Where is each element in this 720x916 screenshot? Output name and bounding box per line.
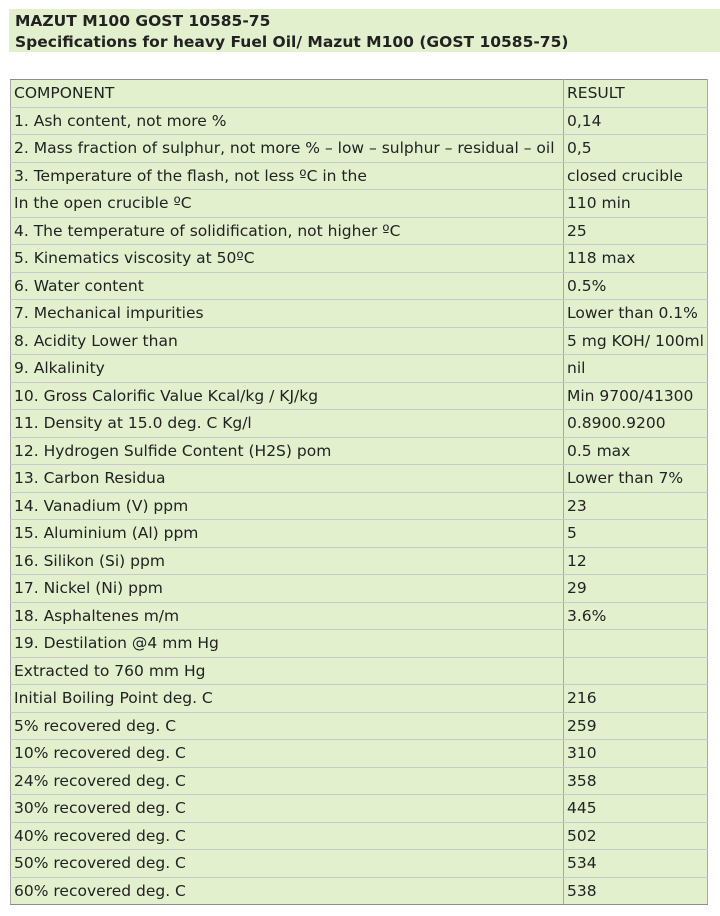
table-header-row bbox=[11, 80, 708, 108]
component-cell: 1. Ash content, not more % bbox=[11, 107, 564, 135]
result-cell: Min 9700/41300 bbox=[564, 382, 708, 410]
component-cell: 12. Hydrogen Sulfide Content (H2S) pom bbox=[11, 437, 564, 465]
component-cell: 7. Mechanical impurities bbox=[11, 300, 564, 328]
component-cell: 4. The temperature of solidification, not higher ºC bbox=[11, 217, 564, 245]
table-row bbox=[11, 107, 708, 135]
table-row bbox=[11, 685, 708, 713]
component-cell: 30% recovered deg. C bbox=[11, 795, 564, 823]
table-row bbox=[11, 382, 708, 410]
table-row bbox=[11, 492, 708, 520]
table-row bbox=[11, 850, 708, 878]
component-cell: In the open crucible ºC bbox=[11, 190, 564, 218]
component-cell: 9. Alkalinity bbox=[11, 355, 564, 383]
table-row bbox=[11, 877, 708, 905]
table-row bbox=[11, 795, 708, 823]
table-row bbox=[11, 740, 708, 768]
table-row bbox=[11, 575, 708, 603]
column-header-component: COMPONENT bbox=[11, 80, 564, 108]
result-cell: 0.8900.9200 bbox=[564, 410, 708, 438]
result-cell bbox=[564, 630, 708, 658]
table-row bbox=[11, 327, 708, 355]
component-cell: 16. Silikon (Si) ppm bbox=[11, 547, 564, 575]
component-cell: 18. Asphaltenes m/m bbox=[11, 602, 564, 630]
table-row bbox=[11, 602, 708, 630]
page-title: MAZUT M100 GOST 10585-75 bbox=[15, 12, 271, 30]
component-cell: 2. Mass fraction of sulphur, not more % – low – sulphur – residual – oil bbox=[11, 135, 564, 163]
component-cell: 40% recovered deg. C bbox=[11, 822, 564, 850]
table-row bbox=[11, 712, 708, 740]
component-cell: Extracted to 760 mm Hg bbox=[11, 657, 564, 685]
component-cell: 8. Acidity Lower than bbox=[11, 327, 564, 355]
result-cell: 23 bbox=[564, 492, 708, 520]
table-row bbox=[11, 135, 708, 163]
table-row bbox=[11, 465, 708, 493]
component-cell: 14. Vanadium (V) ppm bbox=[11, 492, 564, 520]
table-row bbox=[11, 822, 708, 850]
result-cell: 502 bbox=[564, 822, 708, 850]
component-cell: 5% recovered deg. C bbox=[11, 712, 564, 740]
component-cell: 60% recovered deg. C bbox=[11, 877, 564, 905]
result-cell: 0,5 bbox=[564, 135, 708, 163]
table-row bbox=[11, 437, 708, 465]
table-row bbox=[11, 410, 708, 438]
result-cell: 5 mg KOH/ 100ml bbox=[564, 327, 708, 355]
component-cell: 3. Temperature of the flash, not less ºC in the bbox=[11, 162, 564, 190]
table-row bbox=[11, 217, 708, 245]
component-cell: Initial Boiling Point deg. C bbox=[11, 685, 564, 713]
result-cell: 5 bbox=[564, 520, 708, 548]
result-cell: 445 bbox=[564, 795, 708, 823]
result-cell: 29 bbox=[564, 575, 708, 603]
result-cell: closed crucible bbox=[564, 162, 708, 190]
component-cell: 24% recovered deg. C bbox=[11, 767, 564, 795]
component-cell: 13. Carbon Residua bbox=[11, 465, 564, 493]
table-row bbox=[11, 272, 708, 300]
component-cell: 5. Kinematics viscosity at 50ºC bbox=[11, 245, 564, 273]
table-row bbox=[11, 190, 708, 218]
component-cell: 10. Gross Calorific Value Kcal/kg / KJ/kg bbox=[11, 382, 564, 410]
result-cell: nil bbox=[564, 355, 708, 383]
result-cell: 25 bbox=[564, 217, 708, 245]
result-cell: 358 bbox=[564, 767, 708, 795]
table-row bbox=[11, 520, 708, 548]
title-block bbox=[9, 9, 720, 52]
table-row bbox=[11, 547, 708, 575]
component-cell: 50% recovered deg. C bbox=[11, 850, 564, 878]
result-cell: 0.5% bbox=[564, 272, 708, 300]
page-subtitle: Specifications for heavy Fuel Oil/ Mazut M100 (GOST 10585-75) bbox=[15, 33, 569, 51]
component-cell: 6. Water content bbox=[11, 272, 564, 300]
result-cell: 310 bbox=[564, 740, 708, 768]
table-row bbox=[11, 162, 708, 190]
table-row bbox=[11, 300, 708, 328]
result-cell: 0.5 max bbox=[564, 437, 708, 465]
specifications-table bbox=[10, 79, 708, 905]
result-cell: 3.6% bbox=[564, 602, 708, 630]
result-cell: Lower than 7% bbox=[564, 465, 708, 493]
result-cell: 0,14 bbox=[564, 107, 708, 135]
component-cell: 19. Destilation @4 mm Hg bbox=[11, 630, 564, 658]
table-row bbox=[11, 630, 708, 658]
table-row bbox=[11, 245, 708, 273]
result-cell: 12 bbox=[564, 547, 708, 575]
table-row bbox=[11, 767, 708, 795]
column-header-result: RESULT bbox=[564, 80, 708, 108]
result-cell: 538 bbox=[564, 877, 708, 905]
result-cell: 216 bbox=[564, 685, 708, 713]
result-cell: 110 min bbox=[564, 190, 708, 218]
table-row bbox=[11, 657, 708, 685]
table-row bbox=[11, 355, 708, 383]
component-cell: 11. Density at 15.0 deg. C Kg/l bbox=[11, 410, 564, 438]
result-cell bbox=[564, 657, 708, 685]
component-cell: 17. Nickel (Ni) ppm bbox=[11, 575, 564, 603]
component-cell: 15. Aluminium (Al) ppm bbox=[11, 520, 564, 548]
result-cell: Lower than 0.1% bbox=[564, 300, 708, 328]
result-cell: 534 bbox=[564, 850, 708, 878]
result-cell: 118 max bbox=[564, 245, 708, 273]
result-cell: 259 bbox=[564, 712, 708, 740]
component-cell: 10% recovered deg. C bbox=[11, 740, 564, 768]
